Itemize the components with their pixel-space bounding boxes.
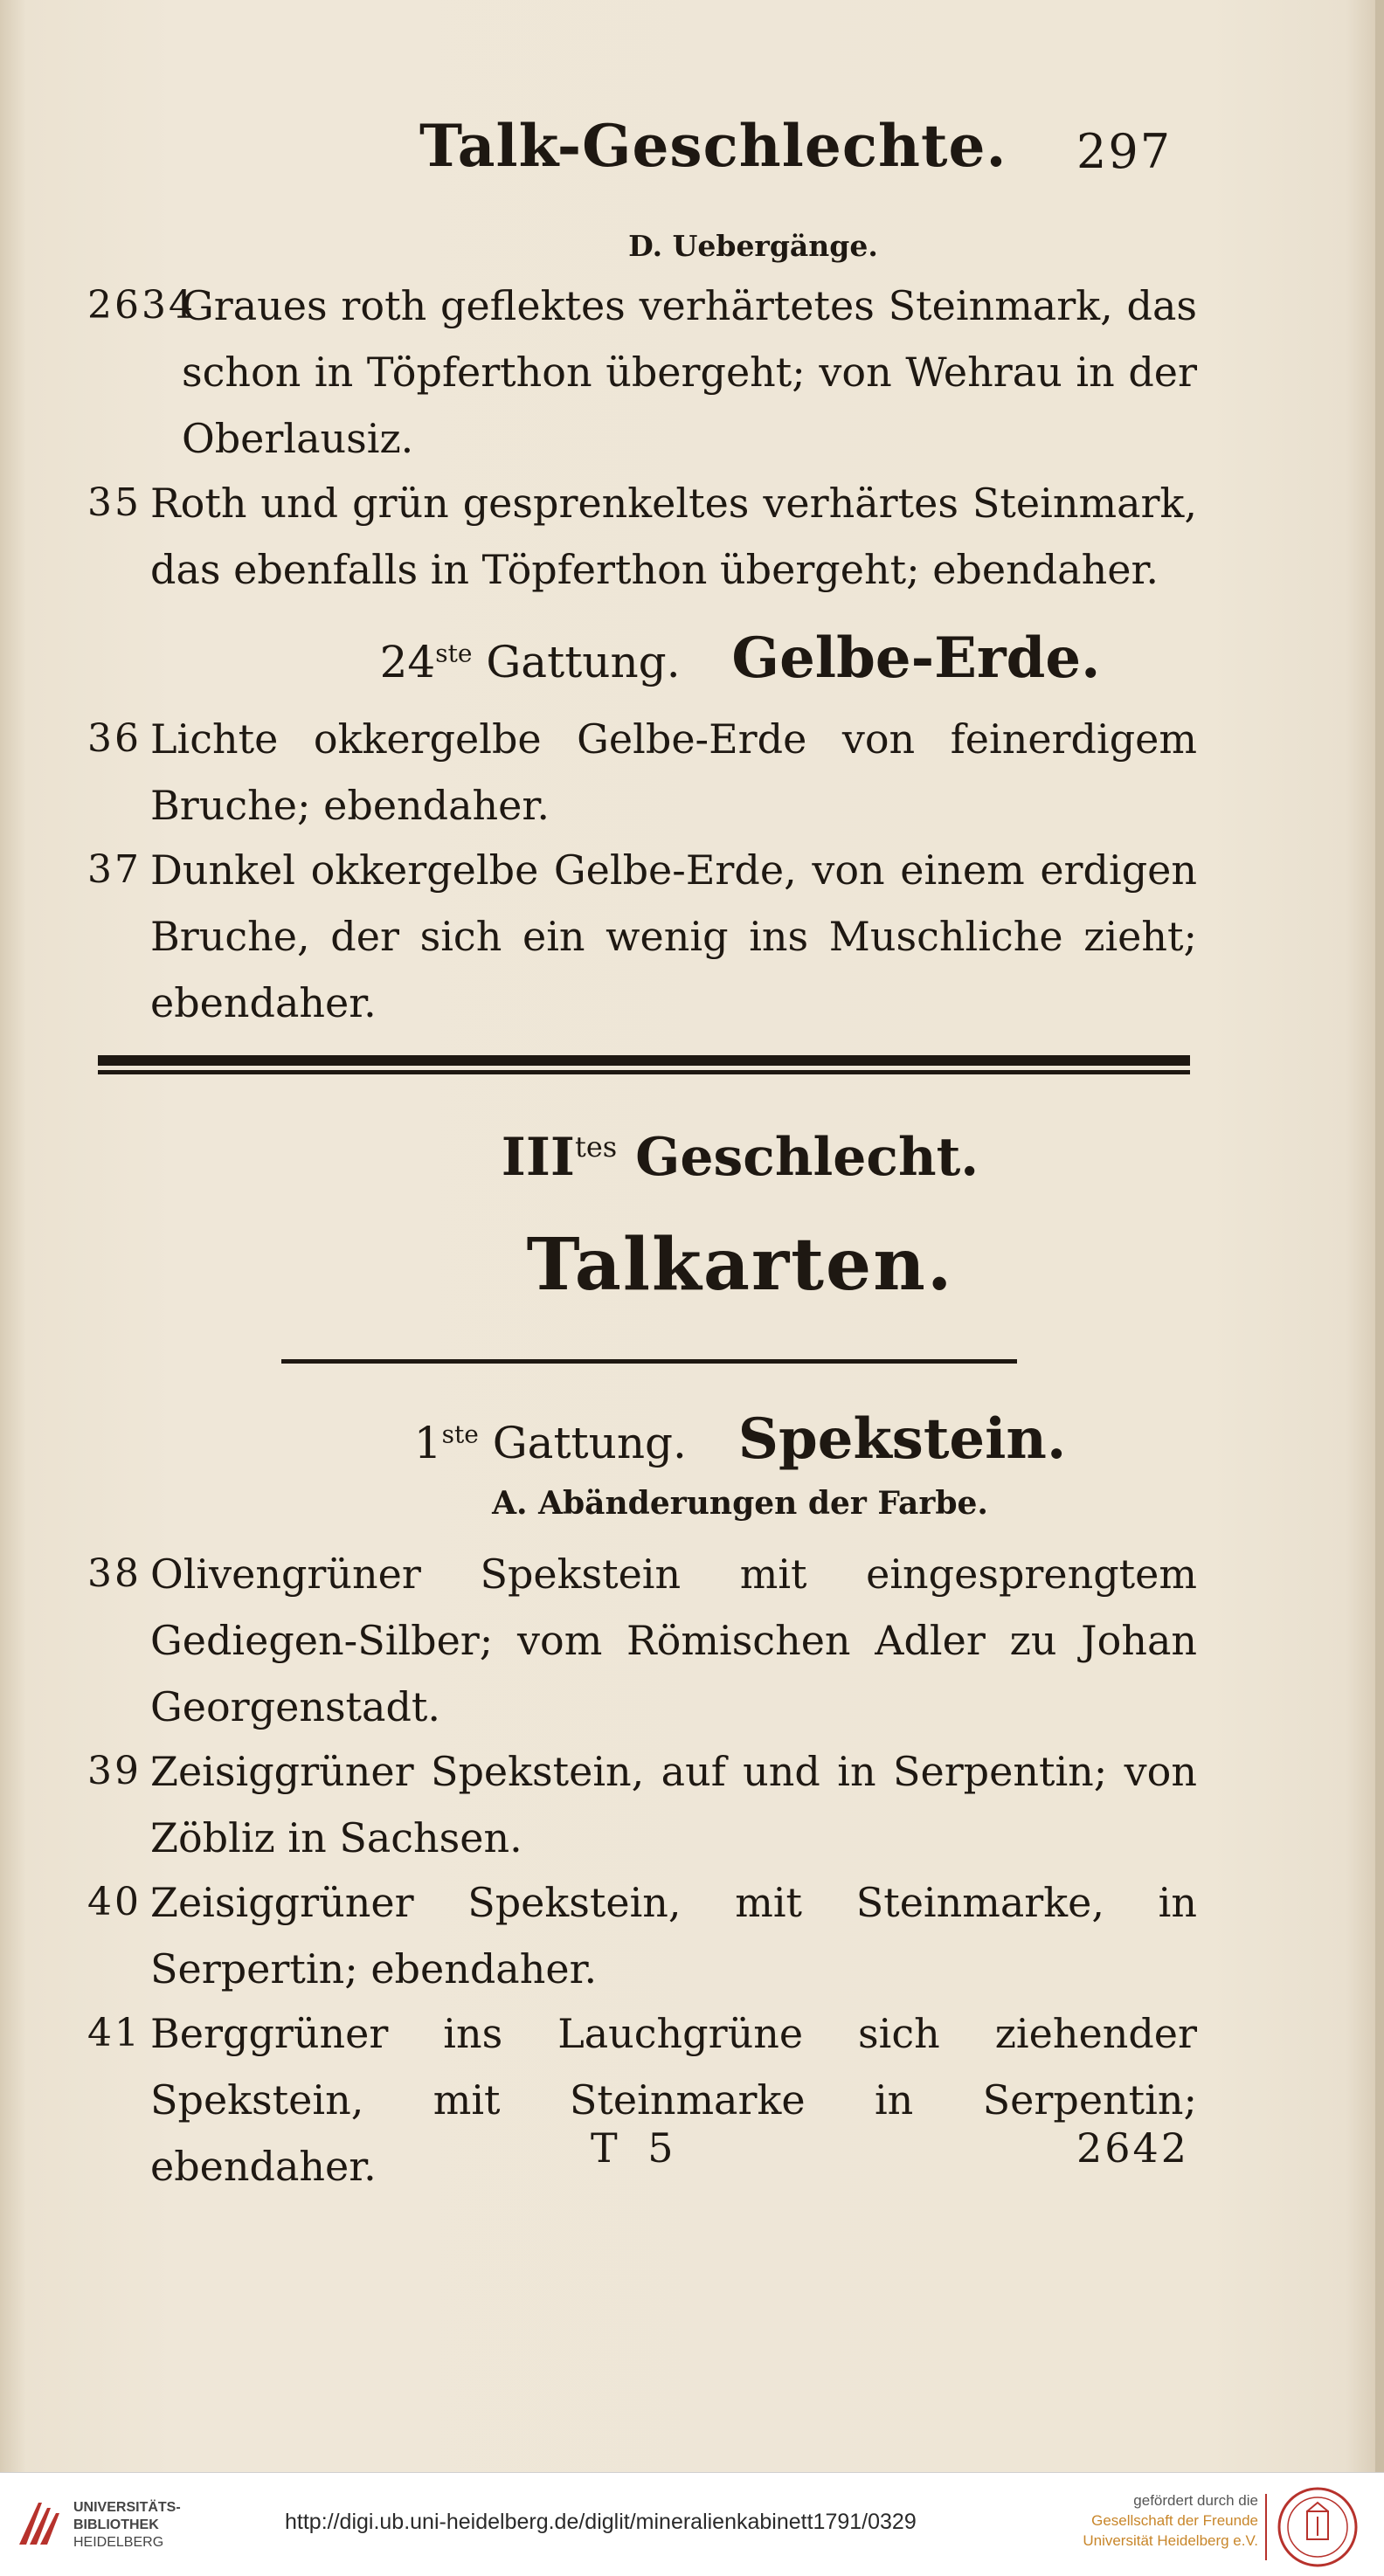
section-divider bbox=[98, 1055, 1190, 1076]
signature-mark: T 5 bbox=[591, 2124, 682, 2172]
entry-text: Graues roth geflektes verhärtetes Steinmark, das schon in Töpferthon übergeht; von Wehrau in der Oberlausiz. bbox=[182, 282, 1197, 462]
entry bbox=[87, 837, 1197, 1036]
entry bbox=[87, 1738, 1197, 1871]
entry-number: 35 bbox=[87, 480, 142, 525]
running-header: Talk-Geschlechte. bbox=[419, 112, 1007, 180]
group-title: Talkarten. bbox=[526, 1223, 954, 1307]
page-number: 297 bbox=[1076, 124, 1173, 179]
entry-text: Dunkel okkergelbe Gelbe-Erde, von einem erdigen Bruche, der sich ein wenig ins Muschliche zieht; ebendaher. bbox=[150, 846, 1197, 1026]
entry-text: Zeisiggrüner Spekstein, auf und in Serpentin; von Zöbliz in Sachsen. bbox=[150, 1748, 1197, 1861]
entry-number: 39 bbox=[87, 1749, 142, 1793]
geschlecht-heading: $III^{tes}$ Geschlecht. bbox=[501, 1127, 979, 1188]
gattung-heading bbox=[0, 1406, 1384, 1472]
catchword: 2642 bbox=[1076, 2124, 1190, 2172]
entry bbox=[87, 273, 1197, 472]
subsection-heading: A. Abänderungen der Farbe. bbox=[492, 1485, 988, 1522]
entry-text: Zeisiggrüner Spekstein, mit Steinmarke, in Serpertin; ebendaher. bbox=[150, 1879, 1197, 1992]
gattung-name: Spekstein. bbox=[737, 1406, 1067, 1472]
sponsor-credit: gefördert durch die Gesellschaft der Freunde Universität Heidelberg e.V. bbox=[1083, 2492, 1258, 2549]
entry-number: 36 bbox=[87, 716, 142, 761]
entry-text: Berggrüner ins Lauchgrüne sich ziehender Spekstein, mit Steinmarke in Serpentin; ebendaher. bbox=[150, 2010, 1197, 2190]
banner-divider bbox=[1265, 2494, 1267, 2560]
entry-text: Olivengrüner Spekstein mit eingesprengtem Gediegen-Silber; vom Römischen Adler zu Johan Georgenstadt. bbox=[150, 1550, 1197, 1730]
entry-number: 37 bbox=[87, 847, 142, 892]
section-heading: D. Uebergänge. bbox=[628, 229, 878, 263]
title-underline bbox=[281, 1359, 1017, 1364]
gattung-name: Gelbe-Erde. bbox=[731, 625, 1101, 691]
gattung-heading bbox=[0, 625, 1384, 691]
gattung-ordinal: 24ste Gattung. bbox=[379, 637, 681, 687]
entry bbox=[87, 1541, 1197, 1740]
digitization-banner bbox=[0, 2472, 1384, 2576]
entry-number: 38 bbox=[87, 1551, 142, 1596]
library-logo-icon bbox=[16, 2497, 63, 2550]
gattung-ordinal: 1ste Gattung. bbox=[413, 1418, 687, 1468]
entry-text: Roth und grün gesprenkeltes verhärtes Steinmark, das ebenfalls in Töpferthon übergeht; ebendaher. bbox=[150, 480, 1197, 593]
entry-number: 41 bbox=[87, 2011, 142, 2055]
entry bbox=[87, 470, 1197, 603]
entry-number: 2634 bbox=[87, 283, 196, 328]
entry bbox=[87, 1869, 1197, 2002]
university-seal-icon bbox=[1276, 2485, 1360, 2569]
permalink-url[interactable]: http://digi.ub.uni-heidelberg.de/diglit/mineralienkabinett1791/0329 bbox=[285, 2510, 917, 2534]
library-name: UNIVERSITÄTS- BIBLIOTHEK HEIDELBERG bbox=[73, 2500, 181, 2550]
entry-number: 40 bbox=[87, 1880, 142, 1924]
entry bbox=[87, 706, 1197, 839]
entry-text: Lichte okkergelbe Gelbe-Erde von feinerdigem Bruche; ebendaher. bbox=[150, 715, 1197, 829]
